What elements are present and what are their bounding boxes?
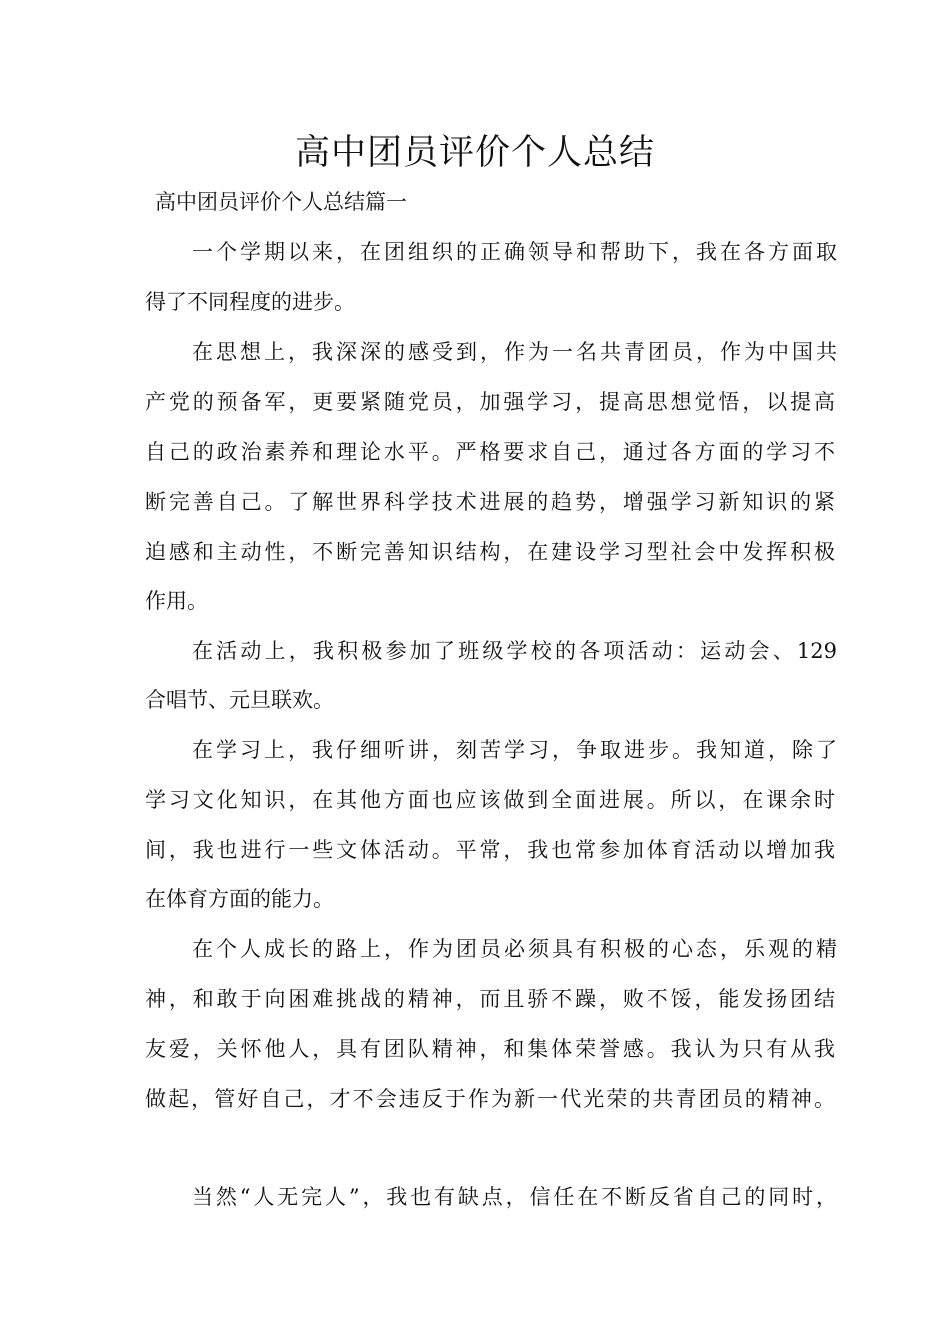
paragraph-3-line-1: 在活动上，我积极参加了班级学校的各项活动：运动会、129 (192, 639, 837, 663)
paragraph-2-line-4: 断完善自己。了解世界科学技术进展的趋势，增强学习新知识的紧 (145, 490, 835, 514)
paragraph-5-line-2: 神，和敢于向困难挑战的精神，而且骄不躁，败不馁，能发扬团结 (145, 987, 835, 1011)
section-heading: 高中团员评价个人总结篇一 (155, 190, 407, 214)
document-title: 高中团员评价个人总结 (294, 133, 655, 173)
paragraph-2-line-3: 自己的政治素养和理论水平。严格要求自己，通过各方面的学习不 (145, 440, 835, 464)
paragraph-5-line-1: 在个人成长的路上，作为团员必须具有积极的心态，乐观的精 (192, 937, 837, 961)
paragraph-2-line-1: 在思想上，我深深的感受到，作为一名共青团员，作为中国共 (192, 340, 837, 364)
paragraph-6-line-1: 当然“人无完人”，我也有缺点，信任在不断反省自己的同时， (192, 1185, 837, 1209)
paragraph-5-line-3: 友爱，关怀他人，具有团队精神，和集体荣誉感。我认为只有从我 (145, 1037, 835, 1061)
paragraph-5-line-4: 做起，管好自己，才不会违反于作为新一代光荣的共青团员的精神。 (145, 1087, 835, 1111)
paragraph-3-line-2: 合唱节、元旦联欢。 (145, 688, 334, 712)
paragraph-2-line-2: 产党的预备军，更要紧随党员，加强学习，提高思想觉悟，以提高 (145, 390, 835, 414)
paragraph-4-line-3: 间，我也进行一些文体活动。平常，我也常参加体育活动以增加我 (145, 838, 835, 862)
paragraph-2-line-6: 作用。 (145, 589, 208, 613)
paragraph-1-line-1: 一个学期以来，在团组织的正确领导和帮助下，我在各方面取 (192, 240, 837, 264)
paragraph-4-line-1: 在学习上，我仔细听讲，刻苦学习，争取进步。我知道，除了 (192, 738, 837, 762)
paragraph-2-line-5: 迫感和主动性，不断完善知识结构，在建设学习型社会中发挥积极 (145, 540, 835, 564)
paragraph-4-line-2: 学习文化知识，在其他方面也应该做到全面进展。所以，在课余时 (145, 788, 835, 812)
paragraph-1-line-2: 得了不同程度的进步。 (145, 290, 355, 314)
paragraph-4-line-4: 在体育方面的能力。 (145, 887, 334, 911)
